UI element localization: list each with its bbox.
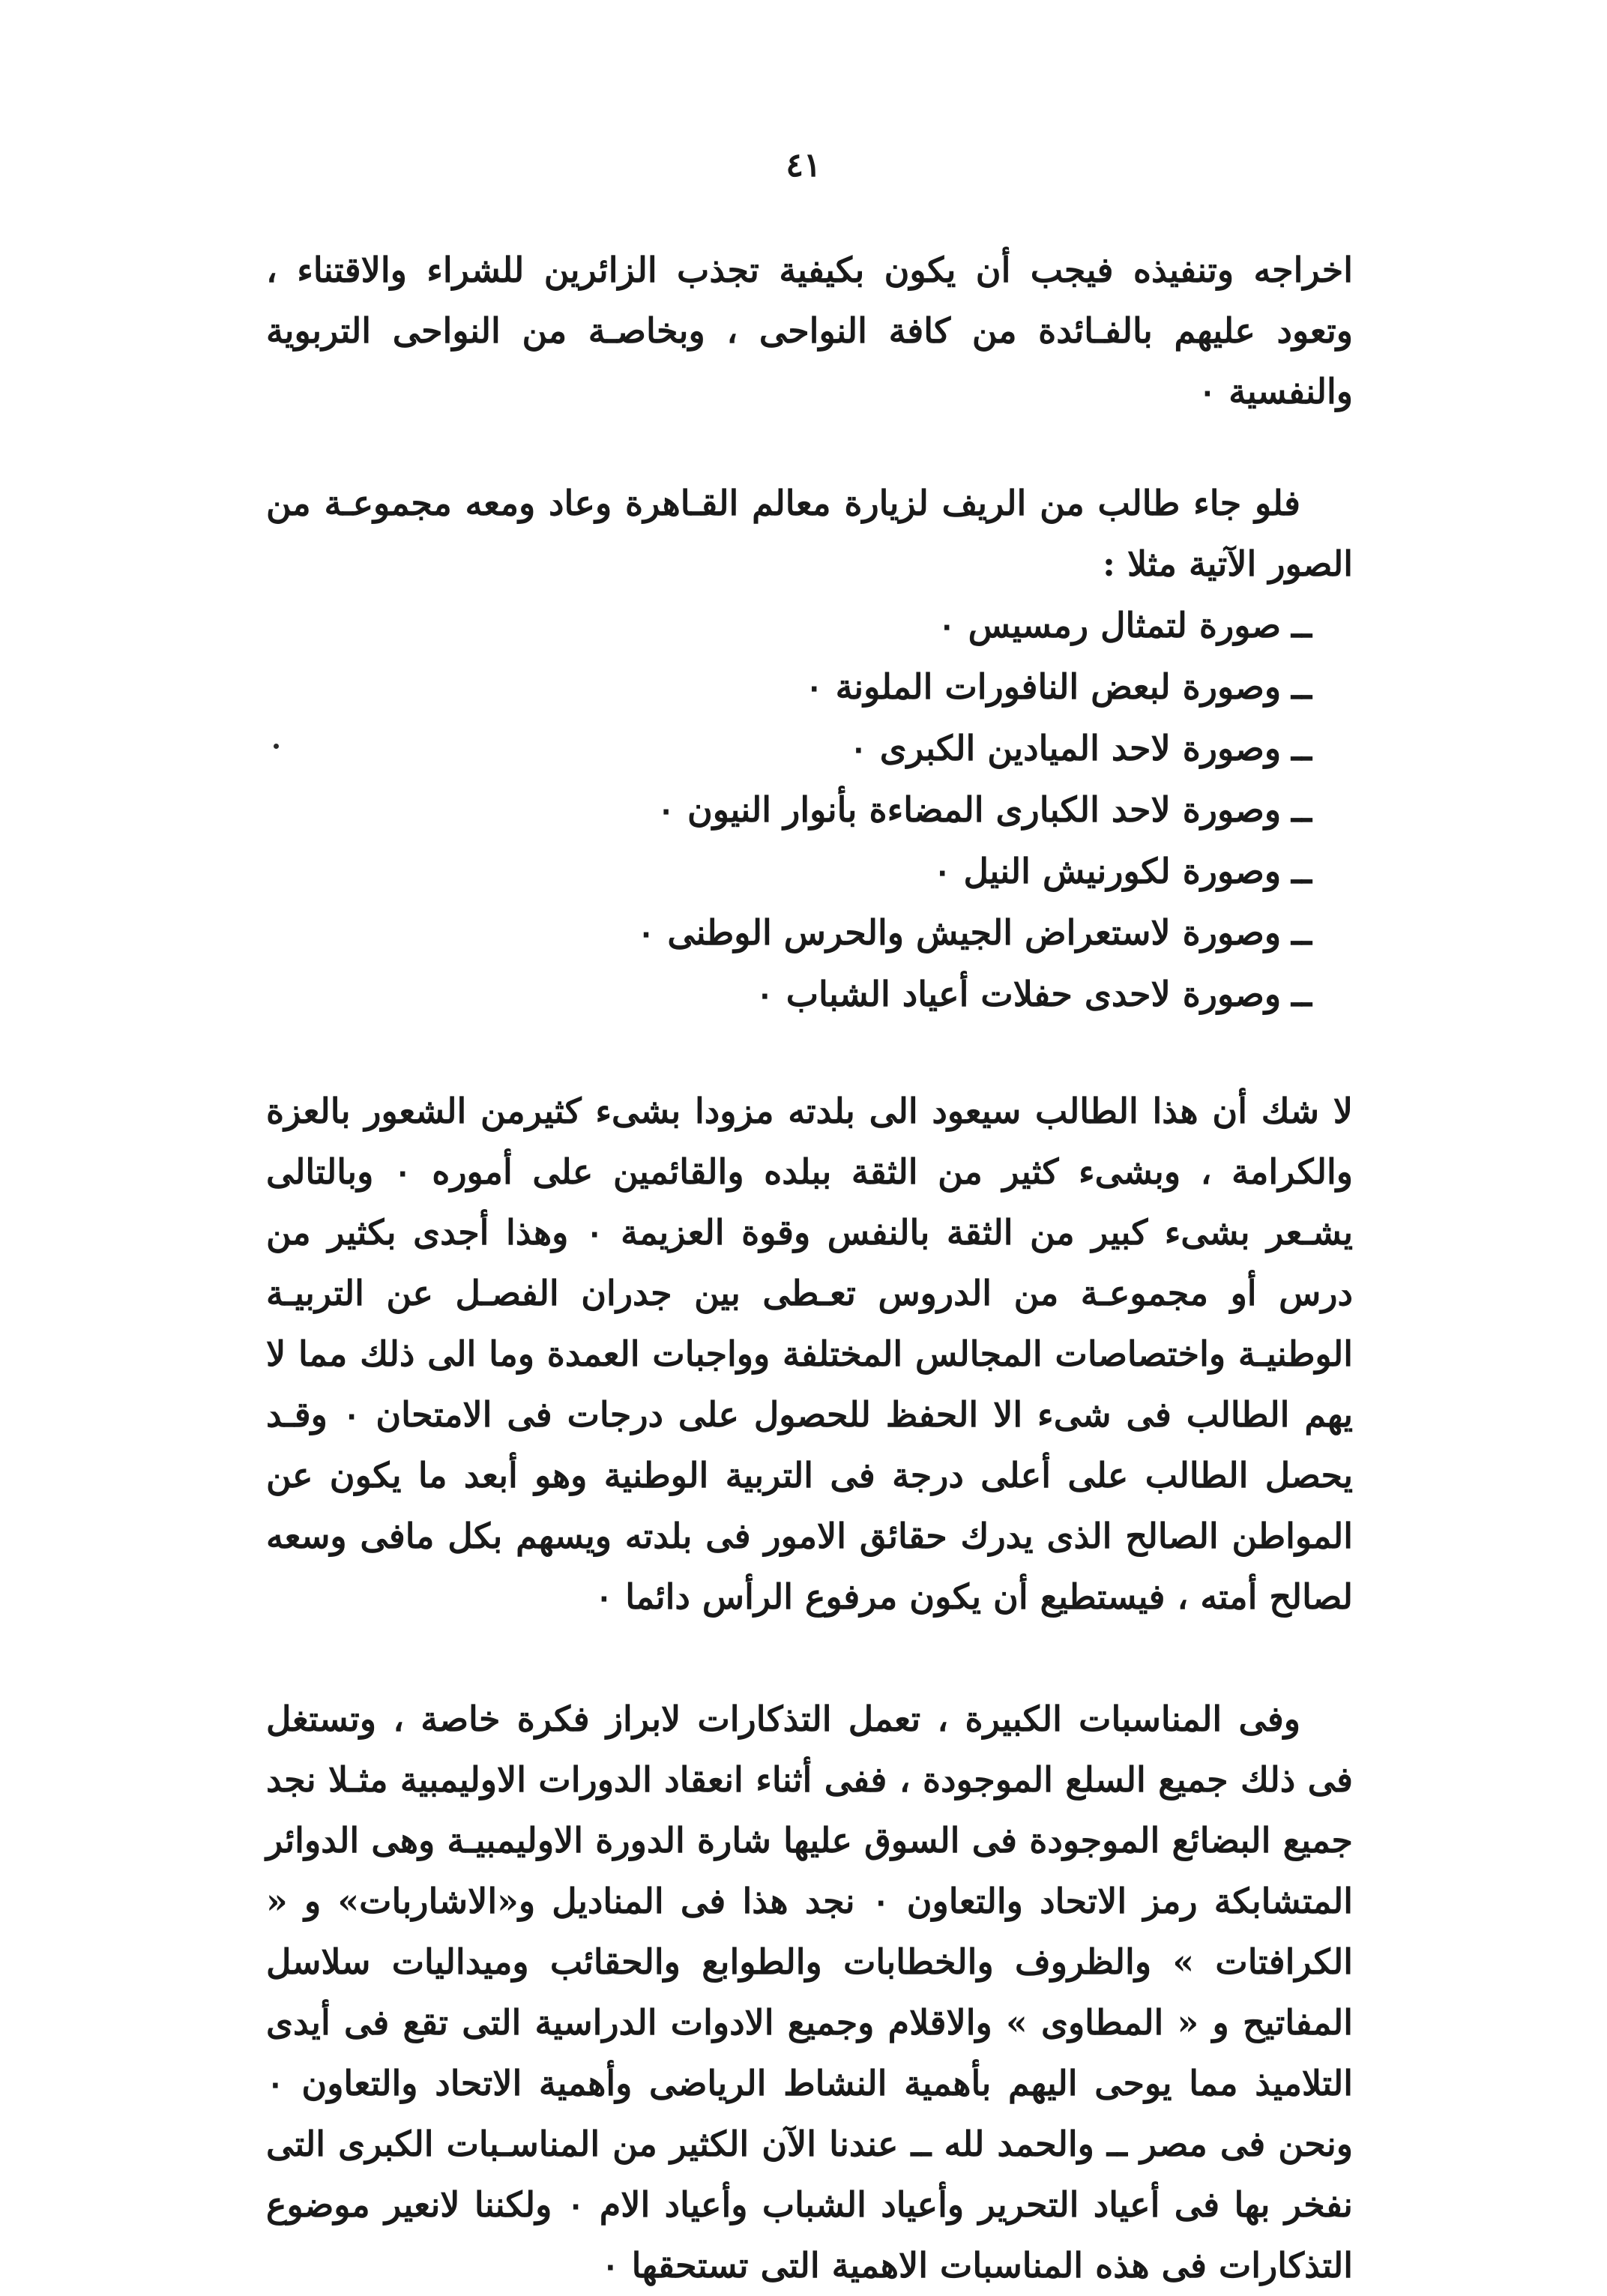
page-body (266, 240, 1353, 2296)
list-dash: ــ (1291, 666, 1312, 707)
list-item (266, 902, 1312, 963)
list-item (266, 594, 1312, 656)
list-item (266, 717, 1312, 779)
list-item (266, 779, 1312, 840)
page-number: ٤١ (786, 146, 821, 184)
paragraph-2: فلو جاء طالب من الريف لزيارة معالم القـاهرة وعاد ومعه مجموعـة من الصور الآتية مثلا : (266, 483, 1353, 584)
list-item-text: وصورة لاحد الكبارى المضاءة بأنوار النيون ٠ (657, 789, 1282, 830)
paragraph-4: وفى المناسبات الكبيرة ، تعمل التذكارات لابراز فكرة خاصة ، وتستغل فى ذلك جميع السلع الموجودة ، ففى أثناء انعقاد الدورات الاوليمبية مثـلا نجد جميع البضائع الموجودة فى السوق عليها شارة الدورة الاوليمبيـة وهى الدوائر المتشابكة رمز الاتحاد والتعاون ٠ نجد هذا فى المناديل و«الاشاربات» و « الكرافتات » والظروف والخطابات والطوابع والحقائب وميداليات سلاسل المفاتيح و « المطاوى » والاقلام وجميع الادوات الدراسية التى تقع فى أيدى التلاميذ مما يوحى اليهم بأهمية النشاط الرياضى وأهمية الاتحاد والتعاون ٠ ونحن فى مصر ــ والحمد لله ــ عندنا الآن الكثير من المناسـبات الكبرى التى نفخر بها فى أعياد التحرير وأعياد الشباب وأعياد الام ٠ ولكننا لانعير موضوع التذكارات فى هذه المناسبات الاهمية التى تستحقها ٠ (266, 1699, 1353, 2286)
list-dash: ــ (1291, 728, 1312, 768)
list-item (266, 963, 1312, 1025)
list-dash: ــ (1291, 605, 1312, 645)
list-item (266, 656, 1312, 717)
paragraph-1: اخراجه وتنفيذه فيجب أن يكون بكيفية تجذب الزائرين للشراء والاقتناء ، وتعود عليهم بالفـائدة من كافة النواحى ، وبخاصـة من النواحى التربوية والنفسية ٠ (266, 250, 1353, 412)
list-dash: ــ (1291, 974, 1312, 1014)
list-dash: ــ (1291, 912, 1312, 953)
list-dash: ــ (1291, 789, 1312, 830)
list-item (266, 840, 1312, 902)
list-item-text: وصورة لاحدى حفلات أعياد الشباب ٠ (755, 974, 1282, 1014)
list-item-text: صورة لتمثال رمسيس ٠ (937, 605, 1282, 645)
list-item-text: وصورة لكورنيش النيل ٠ (932, 851, 1282, 891)
pictures-list (266, 594, 1353, 1025)
list-item-text: وصورة لاستعراض الجيش والحرس الوطنى ٠ (636, 912, 1282, 953)
list-item-text: وصورة لبعض النافورات الملونة ٠ (804, 666, 1282, 707)
paragraph-3: لا شك أن هذا الطالب سيعود الى بلدته مزودا بشىء كثيرمن الشعور بالعزة والكرامة ، وبشىء كثير من الثقة ببلده والقائمين على أموره ٠ وبالتالى يشـعر بشىء كبير من الثقة بالنفس وقوة العزيمة ٠ وهذا أجدى بكثير من درس أو مجموعـة من الدروس تعـطى بين جدران الفصـل عن التربيـة الوطنيـة واختصاصات المجالس المختلفة وواجبات العمدة وما الى ذلك مما لا يهم الطالب فى شىء الا الحفظ للحصول على درجات فى الامتحان ٠ وقـد يحصل الطالب على أعلى درجة فى التربية الوطنية وهو أبعد ما يكون عن المواطن الصالح الذى يدرك حقائق الامور فى بلدته ويسهم بكل مافى وسعه لصالح أمته ، فيستطيع أن يكون مرفوع الرأس دائما ٠ (266, 1091, 1354, 1617)
list-item-text: وصورة لاحد الميادين الكبرى ٠ (849, 728, 1282, 768)
list-dash: ــ (1291, 851, 1312, 891)
